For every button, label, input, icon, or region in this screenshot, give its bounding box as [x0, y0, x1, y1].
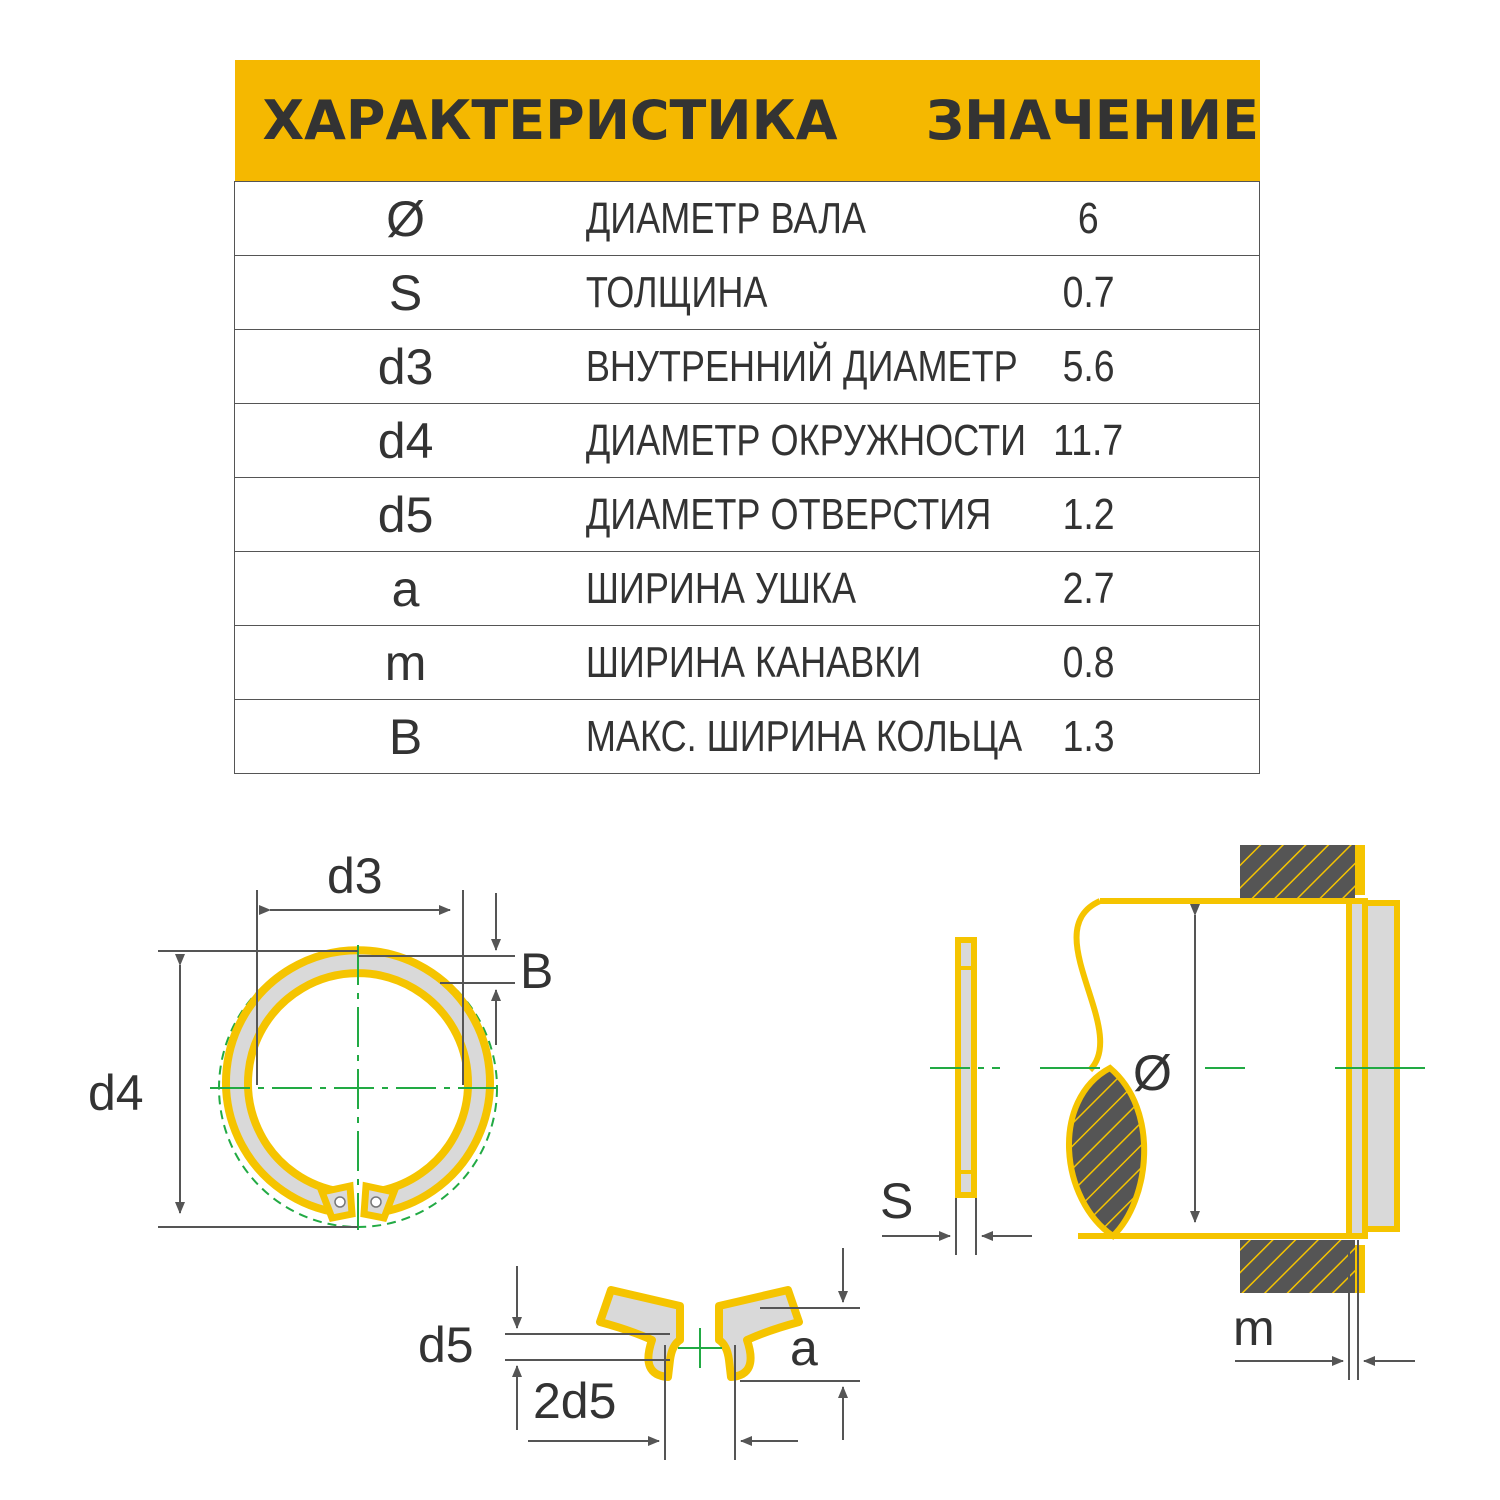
housing-bottom	[1240, 1240, 1355, 1293]
row-name: ДИАМЕТР ОТВЕРСТИЯ	[576, 478, 856, 552]
row-name: ВНУТРЕННИЙ ДИАМЕТР	[576, 330, 856, 404]
label-m: m	[1233, 1300, 1275, 1356]
header-characteristic: ХАРАКТЕРИСТИКА	[235, 60, 918, 182]
label-diameter: Ø	[1133, 1045, 1172, 1101]
row-name: ДИАМЕТР ОКРУЖНОСТИ	[576, 404, 856, 478]
row-symbol: m	[235, 626, 577, 700]
lug-hole-left	[335, 1197, 345, 1207]
row-symbol: B	[235, 700, 577, 774]
groove-top	[1355, 845, 1365, 895]
label-b: B	[520, 943, 554, 999]
row-name: ШИРИНА УШКА	[576, 552, 856, 626]
row-value: 1.3	[1062, 711, 1115, 761]
row-value: 2.7	[1062, 563, 1115, 613]
row-value: 0.8	[1062, 637, 1115, 687]
row-value: 11.7	[1053, 415, 1124, 465]
row-symbol: Ø	[235, 182, 577, 256]
ring-lug-side	[1365, 903, 1397, 1229]
row-name: ДИАМЕТР ВАЛА	[576, 182, 856, 256]
label-s: S	[880, 1173, 914, 1229]
row-name: ТОЛЩИНА	[576, 256, 856, 330]
ring-front-view	[88, 848, 553, 1230]
row-value: 1.2	[1062, 489, 1115, 539]
row-value: 6	[1077, 193, 1099, 243]
label-d3: d3	[327, 848, 383, 904]
lug-detail-view	[418, 1248, 860, 1460]
row-value: 0.7	[1062, 267, 1115, 317]
label-d5: d5	[418, 1317, 474, 1373]
label-a: a	[790, 1320, 818, 1376]
lug-detail-right	[719, 1290, 799, 1377]
ring-side-view	[880, 940, 1032, 1255]
row-symbol: d3	[235, 330, 577, 404]
row-name: МАКС. ШИРИНА КОЛЬЦА	[576, 700, 856, 774]
row-symbol: a	[235, 552, 577, 626]
header-value: ЗНАЧЕНИЕ	[918, 60, 1260, 182]
row-value: 5.6	[1062, 341, 1115, 391]
housing-top	[1240, 845, 1355, 898]
lug-hole-right	[371, 1197, 381, 1207]
groove-bottom	[1355, 1245, 1365, 1293]
shaft-assembly-view	[1040, 845, 1425, 1380]
row-symbol: S	[235, 256, 577, 330]
label-2d5: 2d5	[533, 1373, 617, 1429]
label-d4: d4	[88, 1065, 144, 1121]
row-symbol: d4	[235, 404, 577, 478]
row-symbol: d5	[235, 478, 577, 552]
row-name: ШИРИНА КАНАВКИ	[576, 626, 856, 700]
